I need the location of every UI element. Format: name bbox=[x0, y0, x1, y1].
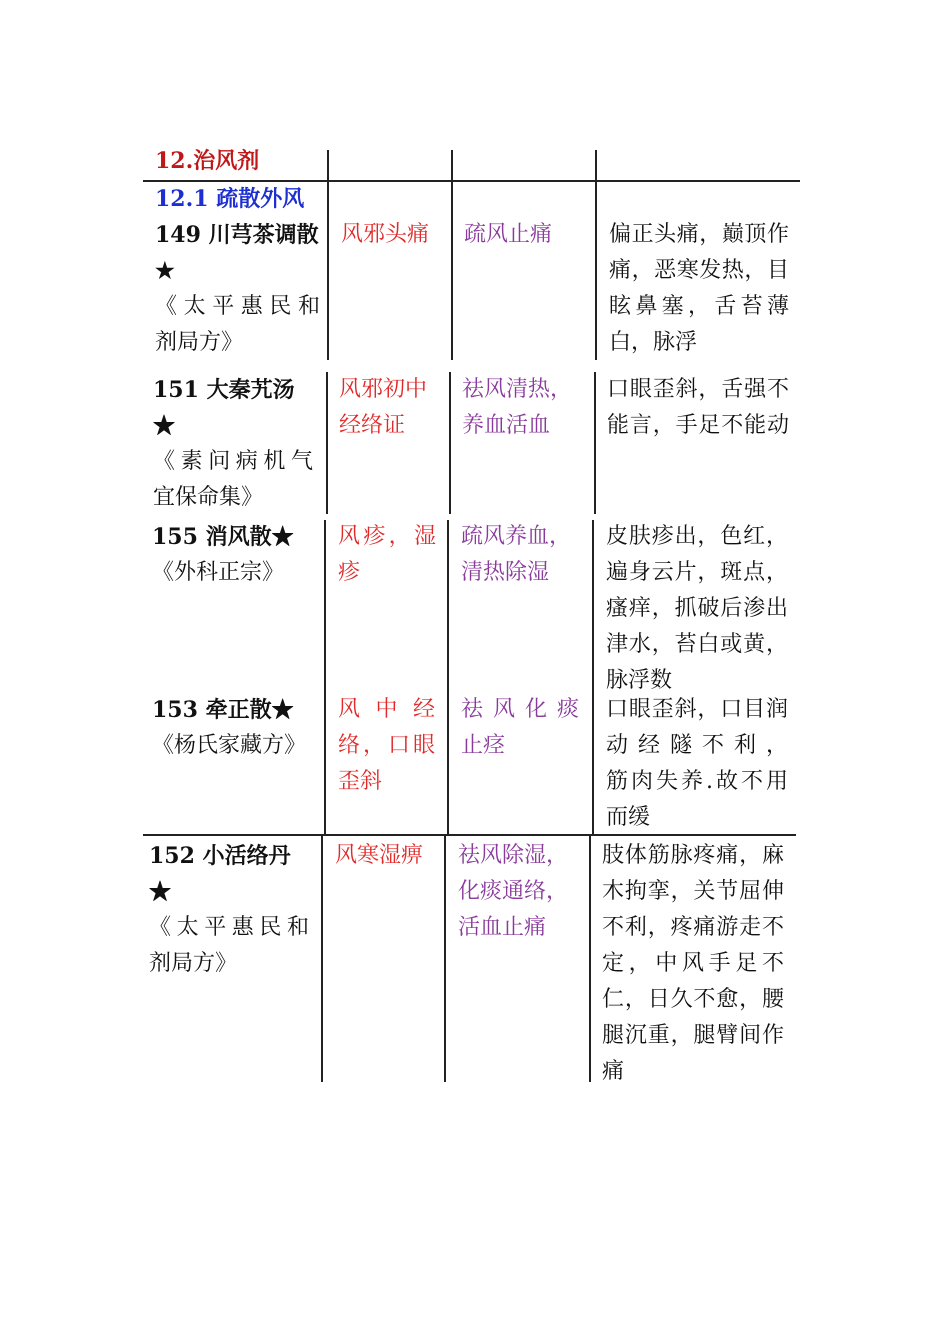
method-line: 疏风养血， bbox=[461, 524, 572, 549]
table-vline bbox=[444, 836, 446, 1082]
symptom-line: 眩鼻塞，舌苔薄 bbox=[609, 294, 789, 319]
symptom-line: 腿沉重，腿臂间作 bbox=[602, 1023, 784, 1048]
formula-cell bbox=[153, 372, 313, 516]
symptom-line: 痛，恶寒发热，目 bbox=[609, 258, 789, 283]
symptom-line: 仁，日久不愈，腰 bbox=[602, 987, 784, 1012]
syndrome-line: 风寒湿痹 bbox=[335, 843, 424, 868]
symptom-line: 筋肉失养.故不用 bbox=[606, 769, 788, 794]
formula-name: 152 小活络丹★ bbox=[149, 843, 291, 905]
symptom-line: 口眼歪斜，口目润 bbox=[606, 697, 788, 722]
symptom-line: 痛 bbox=[602, 1059, 625, 1084]
formula-cell bbox=[155, 217, 320, 361]
method-line: 化痰通络， bbox=[458, 879, 569, 904]
section-subtitle: 12.1 疏散外风 bbox=[155, 186, 305, 212]
symptom-line: 瘙痒，抓破后渗出 bbox=[606, 596, 788, 621]
source-line: 剂局方》 bbox=[155, 330, 244, 355]
symptom-line: 动经隧不利， bbox=[606, 733, 788, 758]
syndrome-line: 风疹，湿 bbox=[338, 524, 436, 549]
method-cell bbox=[464, 217, 584, 253]
syndrome-line: 风中经 bbox=[338, 697, 435, 722]
symptom-line: 偏正头痛，巅顶作 bbox=[609, 222, 789, 247]
symptom-line: 能言，手足不能动 bbox=[607, 413, 789, 438]
table-vline bbox=[321, 836, 323, 1082]
symptom-cell bbox=[602, 838, 784, 1090]
method-line: 清热除湿 bbox=[461, 560, 550, 585]
source-line: 《太平惠民和 bbox=[155, 294, 320, 319]
syndrome-cell bbox=[341, 217, 441, 253]
source-line: 《杨氏家藏方》 bbox=[152, 733, 307, 758]
table-vline bbox=[594, 372, 596, 514]
symptom-cell bbox=[606, 692, 788, 836]
table-vline bbox=[327, 216, 329, 360]
symptom-line: 皮肤疹出，色红， bbox=[606, 524, 788, 549]
table-vline bbox=[451, 216, 453, 360]
syndrome-line: 歪斜 bbox=[338, 769, 383, 794]
table-vline bbox=[326, 372, 328, 514]
formula-cell bbox=[149, 838, 309, 982]
source-line: 《太平惠民和 bbox=[149, 915, 309, 940]
formula-name: 149 川芎茶调散 bbox=[155, 222, 319, 248]
table-vline bbox=[447, 520, 449, 834]
symptom-line: 肢体筋脉疼痛，麻 bbox=[602, 843, 784, 868]
source-line: 剂局方》 bbox=[149, 951, 238, 976]
method-line: 祛风除湿， bbox=[458, 843, 569, 868]
method-line: 养血活血 bbox=[462, 413, 551, 438]
formula-name: 155 消风散★ bbox=[152, 524, 294, 550]
symptom-cell bbox=[606, 519, 788, 699]
source-line: 《外科正宗》 bbox=[152, 560, 285, 585]
table-vline bbox=[324, 520, 326, 834]
symptom-line: 木拘挛，关节屈伸 bbox=[602, 879, 784, 904]
star-mark: ★ bbox=[155, 258, 175, 284]
section-title: 12.治风剂 bbox=[155, 148, 260, 174]
syndrome-line: 风邪头痛 bbox=[341, 222, 430, 247]
syndrome-line: 风邪初中 bbox=[339, 377, 428, 402]
syndrome-cell bbox=[338, 692, 435, 800]
method-line: 疏风止痛 bbox=[464, 222, 553, 247]
symptom-line: 遍身云片，斑点， bbox=[606, 560, 788, 585]
syndrome-line: 疹 bbox=[338, 560, 361, 585]
syndrome-cell bbox=[338, 519, 436, 591]
symptom-cell bbox=[609, 217, 789, 361]
symptom-cell bbox=[607, 372, 789, 444]
method-line: 祛风清热， bbox=[462, 377, 573, 402]
symptom-line: 而缓 bbox=[606, 805, 651, 830]
syndrome-line: 络，口眼 bbox=[338, 733, 435, 758]
symptom-line: 不利，疼痛游走不 bbox=[602, 915, 784, 940]
method-cell bbox=[458, 838, 578, 946]
table-vline bbox=[592, 520, 594, 834]
formula-name: 151 大秦艽汤★ bbox=[153, 377, 295, 439]
source-line: 宜保命集》 bbox=[153, 485, 264, 510]
formula-cell bbox=[152, 519, 312, 591]
method-cell bbox=[461, 519, 581, 591]
syndrome-cell bbox=[335, 838, 435, 874]
formula-cell bbox=[152, 692, 312, 764]
syndrome-line: 经络证 bbox=[339, 413, 406, 438]
table-vline bbox=[595, 216, 597, 360]
symptom-line: 口眼歪斜，舌强不 bbox=[607, 377, 789, 402]
table-vline bbox=[327, 150, 329, 216]
table-vline bbox=[449, 372, 451, 514]
table-vline bbox=[451, 150, 453, 216]
formula-name: 153 牵正散★ bbox=[152, 697, 294, 723]
method-line: 祛风化痰 bbox=[461, 697, 579, 722]
method-line: 活血止痛 bbox=[458, 915, 547, 940]
syndrome-cell bbox=[339, 372, 439, 444]
symptom-line: 脉浮数 bbox=[606, 668, 673, 693]
symptom-line: 定，中风手足不 bbox=[602, 951, 784, 976]
table-vline bbox=[589, 836, 591, 1082]
method-cell bbox=[462, 372, 582, 444]
symptom-line: 白，脉浮 bbox=[609, 330, 698, 355]
table-vline bbox=[595, 150, 597, 216]
source-line: 《素问病机气 bbox=[153, 449, 313, 474]
method-line: 止痉 bbox=[461, 733, 506, 758]
symptom-line: 津水，苔白或黄， bbox=[606, 632, 788, 657]
method-cell bbox=[461, 692, 579, 764]
